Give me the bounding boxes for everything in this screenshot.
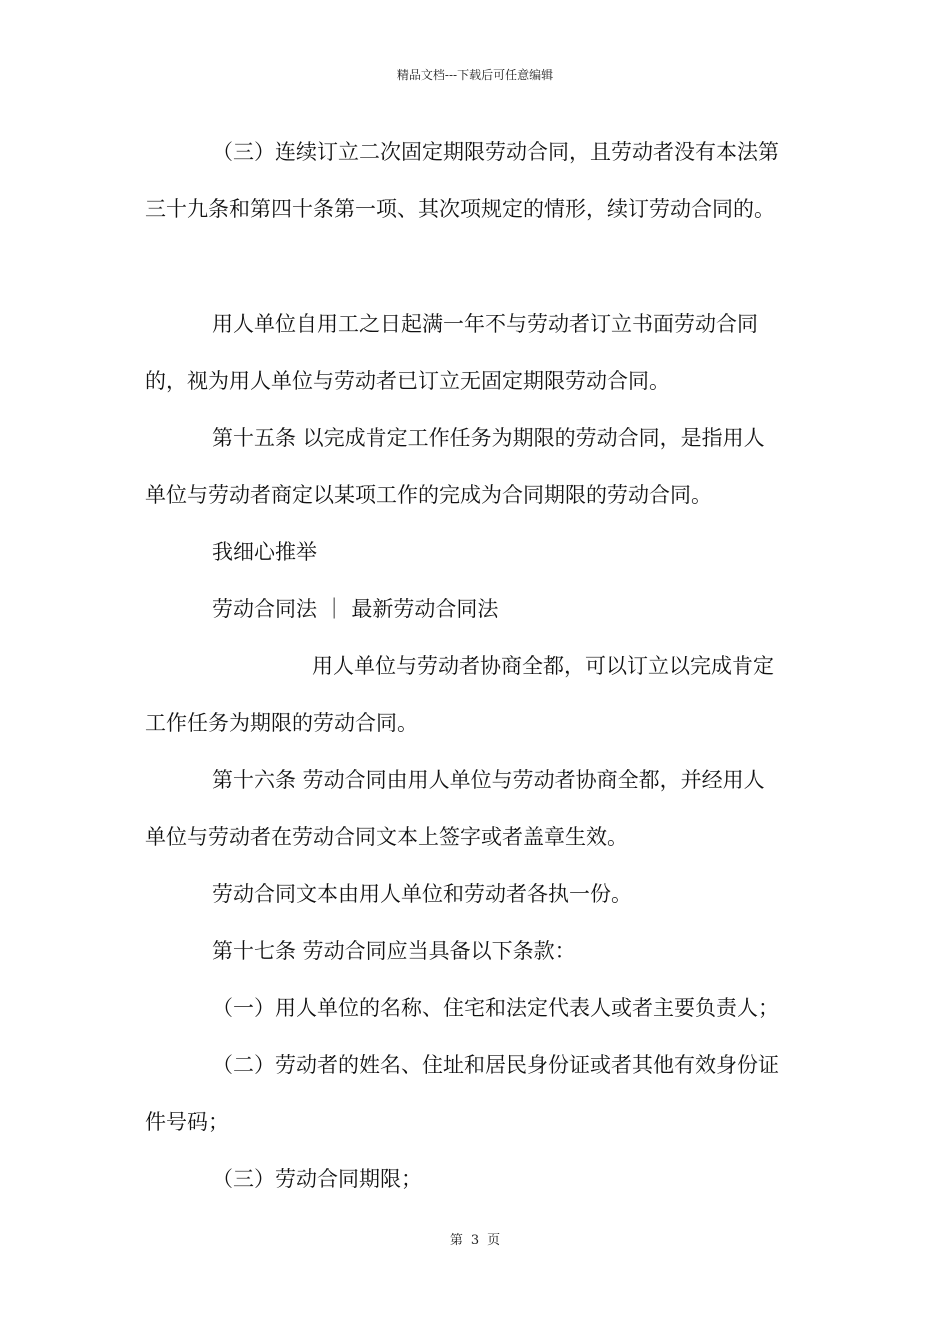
paragraph-line: 第十六条 劳动合同由用人单位与劳动者协商全都，并经用人 — [212, 768, 765, 792]
page-suffix: 页 — [487, 1233, 501, 1248]
page-prefix: 第 — [449, 1233, 463, 1248]
page-number: 3 — [470, 1233, 480, 1248]
paragraph-line: （二）劳动者的姓名、住址和居民身份证或者其他有效身份证 — [212, 1053, 779, 1077]
paragraph-line: 件号码； — [145, 1110, 229, 1134]
paragraph-line: 的，视为用人单位与劳动者已订立无固定期限劳动合同。 — [145, 369, 670, 393]
paragraph-line: （三）连续订立二次固定期限劳动合同，且劳动者没有本法第 — [212, 140, 779, 164]
paragraph-line: 劳动合同文本由用人单位和劳动者各执一份。 — [212, 882, 632, 906]
paragraph-line: 三十九条和第四十条第一项、其次项规定的情形，续订劳动合同的。 — [145, 197, 775, 221]
page-footer — [0, 1229, 950, 1248]
paragraph-line: （三）劳动合同期限； — [212, 1167, 422, 1191]
paragraph-line: 第十七条 劳动合同应当具备以下条款： — [212, 939, 576, 963]
paragraph-line: 单位与劳动者在劳动合同文本上签字或者盖章生效。 — [145, 825, 628, 849]
paragraph-line: 工作任务为期限的劳动合同。 — [145, 711, 418, 735]
page-header: 精品文档---下载后可任意编辑 — [396, 68, 554, 82]
paragraph-line: （一）用人单位的名称、住宅和法定代表人或者主要负责人； — [212, 996, 779, 1020]
paragraph-line: 第十五条 以完成肯定工作任务为期限的劳动合同，是指用人 — [212, 426, 765, 450]
paragraph-line: 我细心推举 — [212, 540, 317, 564]
paragraph-line: 劳动合同法 ｜ 最新劳动合同法 — [212, 597, 499, 621]
paragraph-line: 用人单位自用工之日起满一年不与劳动者订立书面劳动合同 — [212, 312, 758, 336]
paragraph-line: 单位与劳动者商定以某项工作的完成为合同期限的劳动合同。 — [145, 483, 712, 507]
paragraph-line: 用人单位与劳动者协商全都，可以订立以完成肯定 — [312, 654, 774, 678]
